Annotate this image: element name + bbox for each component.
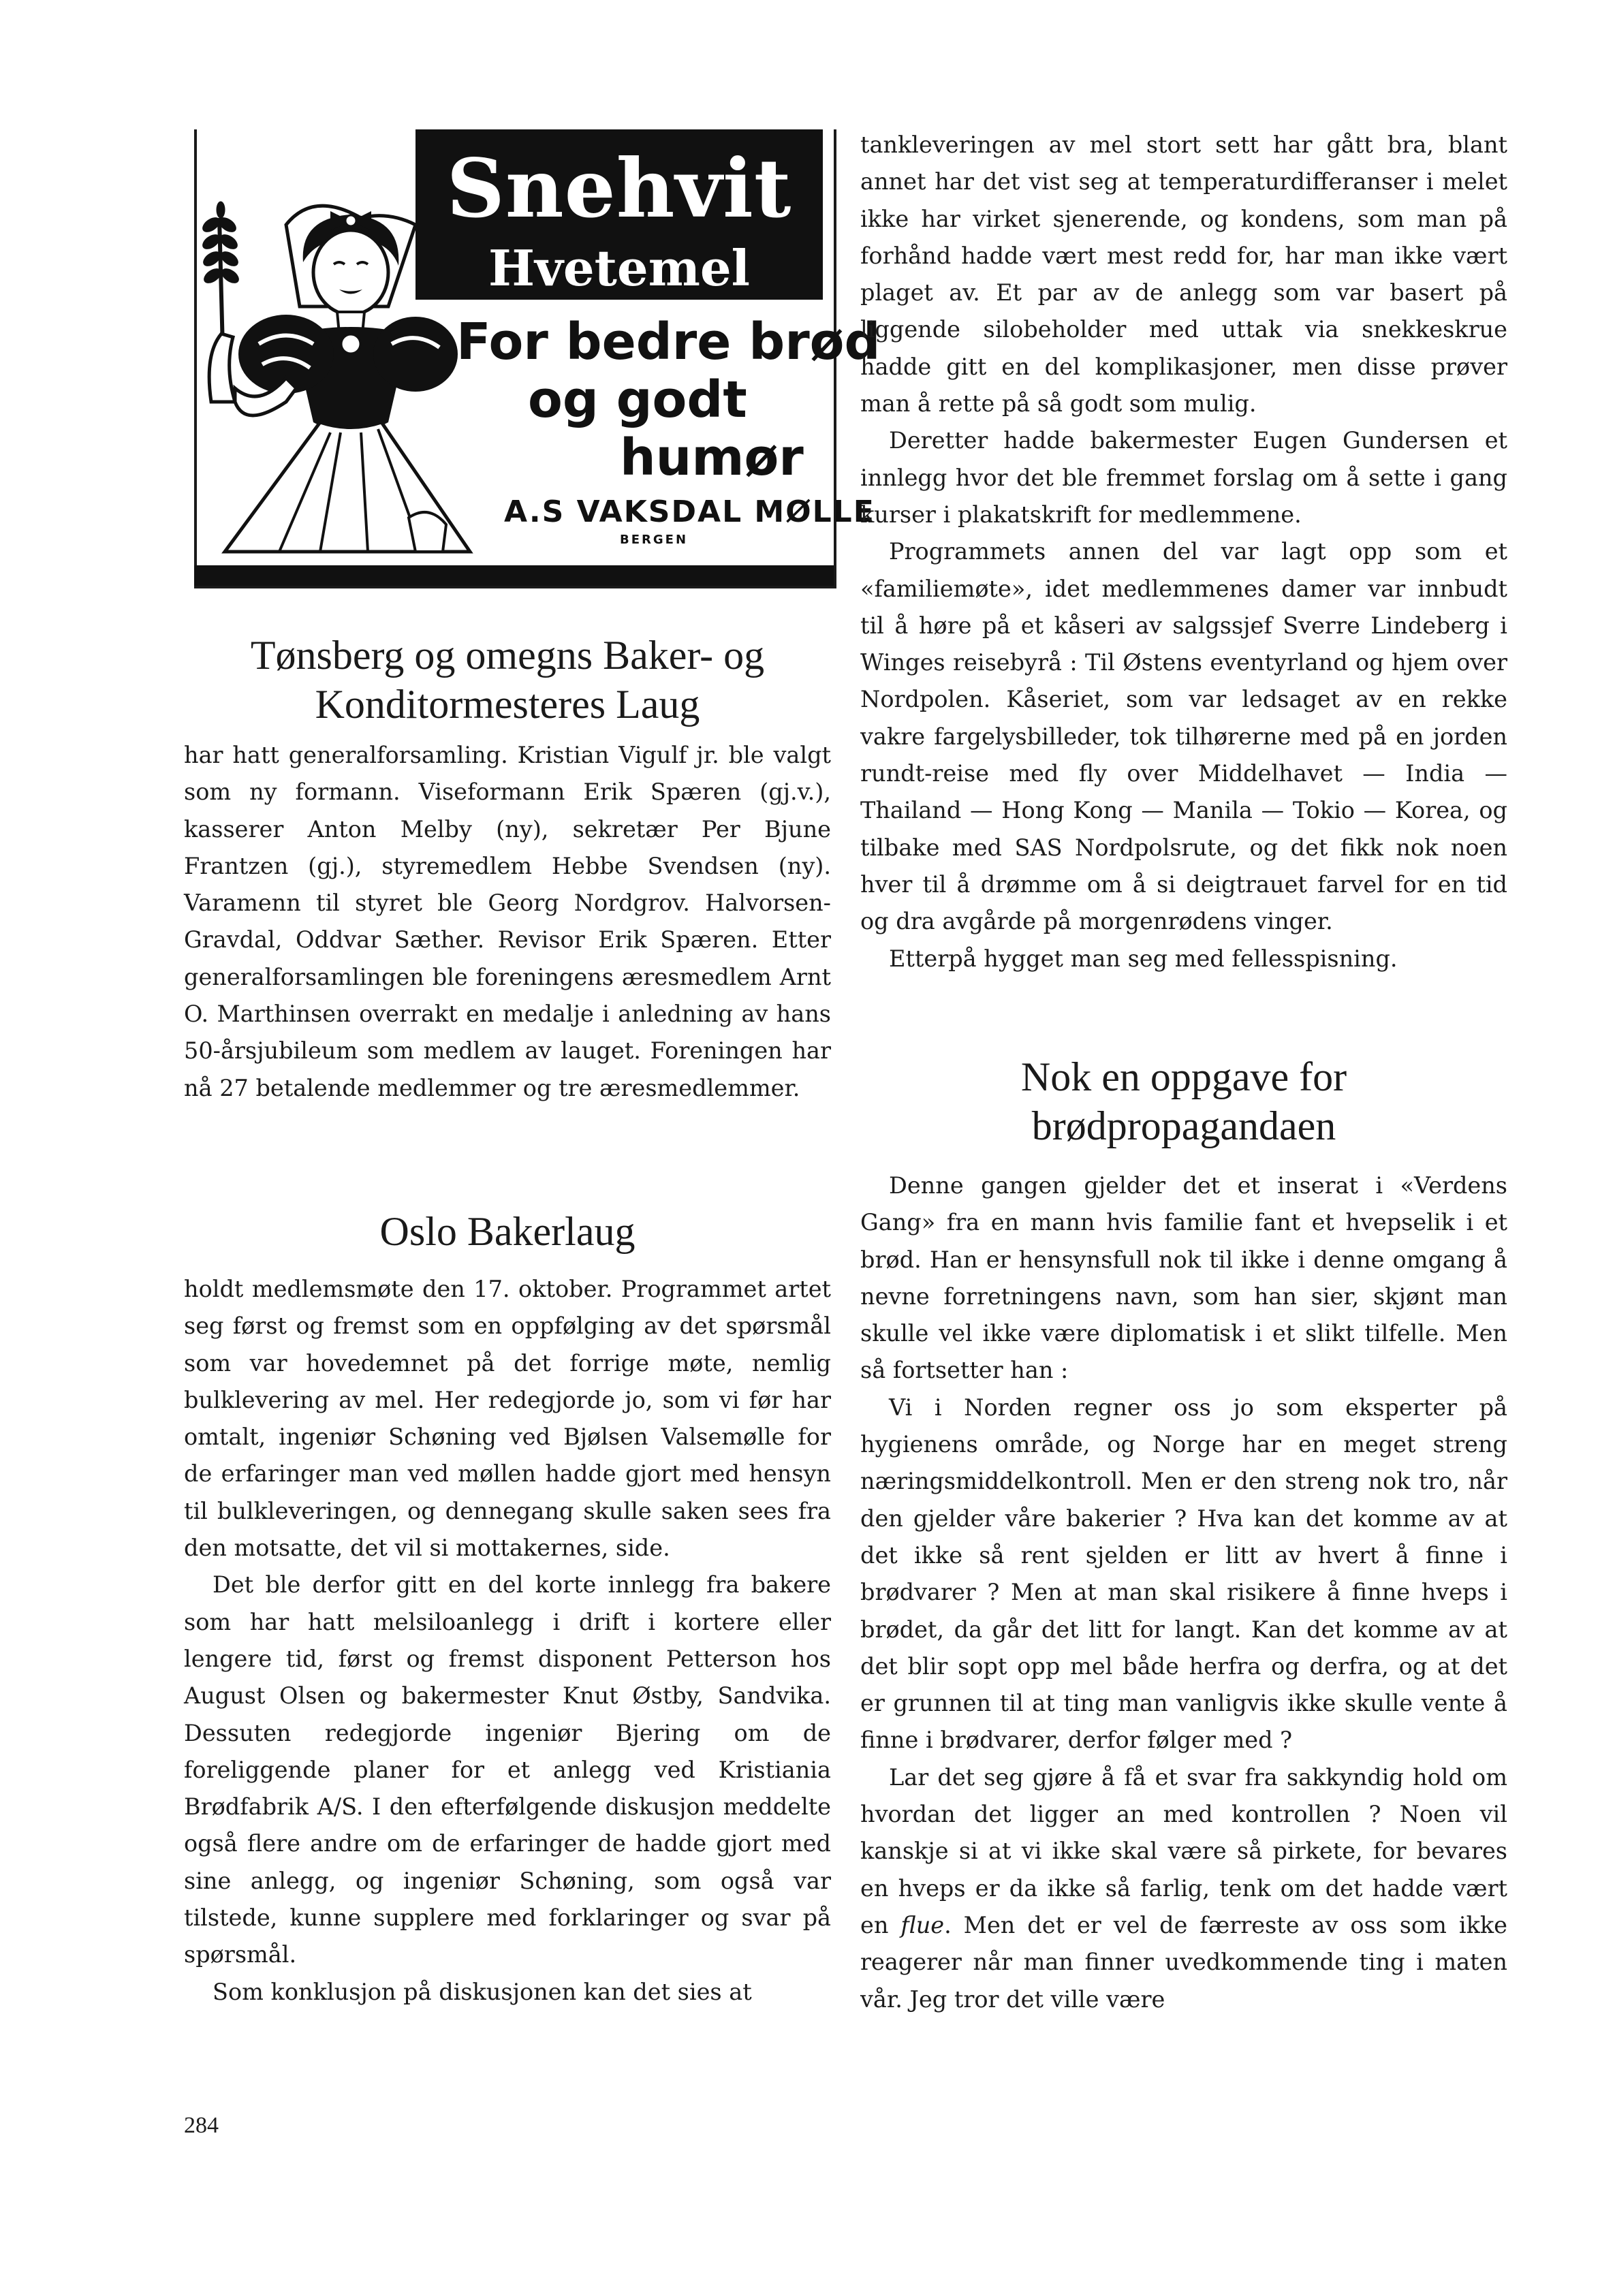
paragraph: tankleveringen av mel stort sett har gått bra, blant annet har det vist seg at temperaturdifferanser i melet ikke har virket sjenerende, og kondens, som man på forhånd hadde vært mest redd for, har man ikke vært plaget av. Et par av de anlegg som var basert på liggende silobeholder med uttak via snekkeskrue hadde gitt en del komplikasjoner, men disse prøver man å rette på så godt som mulig. <box>860 131 1507 418</box>
paragraph-text: Vi i Norden regner oss jo som eksperter på hygienens område, og Norge har en meget streng næringsmiddelkontroll. Men er den streng nok tro, når den gjelder våre bakerier ? Hva kan det komme av at det ikke så rent sjelden er litt av hvert å finne i brødvarer ? Men at man skal risikere å finne hveps i brødet, da går det litt for langt. Kan det komme av at det blir sopt opp mel både herfra og derfra, og at det er grunnen til at ting man vanligvis ikke skulle vente å finne i brødvarer, derfor følger med ? <box>860 1394 1507 1754</box>
paragraph: har hatt generalforsamling. Kristian Vigulf jr. ble valgt som ny formann. Viseformann Erik Spæren (gj.v.), kasserer Anton Melby (ny), sekretær Per Bjune Frantzen (gj.), styremedlem Hebbe Svendsen (ny). Varamenn til styret ble Georg Nordgrov. Halvorsen-Gravdal, Oddvar Sæther. Revisor Erik Spæren. Etter generalforsamlingen ble foreningens æresmedlem Arnt O. Marthinsen overrakt en medalje i anledning av hans 50-årsjubileum som medlem av lauget. Foreningen har nå 27 betalende medlemmer og tre æresmedlemmer. <box>184 742 831 1101</box>
advertisement <box>184 129 881 593</box>
paragraph-text: Lar det seg gjøre å få et svar fra sakkyndig hold om hvordan det ligger an med kontrollen ? Noen vil kanskje si at vi ikke skal være så pirkete, for bevares en hveps er da ikke så farlig, tenk om det hadde vært en <box>860 1763 1507 1938</box>
paragraph-text: Deretter hadde bakermester Eugen Gundersen et innlegg hvor det ble fremmet forslag om å sette i gang kurser i plakatskrift for medlemmene. <box>860 427 1507 528</box>
heading-line: Tønsberg og omegns Baker- og <box>250 633 765 678</box>
ad-product-name: Hvetemel <box>488 239 751 297</box>
ad-slogan-line1: For bedre brød <box>456 313 881 371</box>
ad-slogan-line2: og godt <box>528 371 747 429</box>
paragraph <box>860 1759 1507 2018</box>
paragraph-text: Programmets annen del var lagt opp som et «familiemøte», idet medlemmenes damer var innbudt til å høre på et kåseri av salgssjef Sverre Lindeberg i Winges reisebyrå : Til Østens eventyrland og hjem over Nordpolen. Kåseriet, som var ledsaget av en rekke vakre fargelysbilleder, tok tilhørerne med på en jorden rundt-reise med fly over Middelhavet — India — Thailand — Hong Kong — Manila — Tokio — Korea, og tilbake med SAS Nordpolsrute, og det fikk nok noen hver til å drømme om å si deigtrauet farvel for en tid og dra avgårde på morgenrødens vinger. <box>860 538 1507 935</box>
paragraph <box>860 533 1507 940</box>
paragraph <box>860 941 1507 977</box>
paragraph: holdt medlemsmøte den 17. oktober. Programmet artet seg først og fremst som en oppfølging av det spørsmål som var hovedemnet på det forrige møte, nemlig bulklevering av mel. Her redegjorde jo, som vi før har omtalt, ingeniør Schøning ved Bjølsen Valsemølle for de erfaringer man ved møllen hadde gjort med hensyn til bulkleveringen, og dennegang skulle saken sees fra den motsatte, det vil si mottakernes, side. <box>184 1276 831 1562</box>
section-heading-oslo: Oslo Bakerlaug <box>379 1209 636 1254</box>
heading-line: brødpropagandaen <box>1031 1103 1336 1148</box>
paragraph <box>184 1974 831 2011</box>
heading-line: Nok en oppgave for <box>1020 1054 1347 1099</box>
ad-brand-name: Snehvit <box>446 141 792 236</box>
paragraph-text: Det ble derfor gitt en del korte innlegg fra bakere som har hatt melsiloanlegg i drift i kortere eller lengere tid, først og fremst disponent Petterson hos August Olsen og bakermester Knut Østby, Sandvika. Dessuten redegjorde ingeniør Bjering om de foreliggende planer for et anlegg ved Kristiania Brødfabrik A/S. I den efterfølgende diskusjon meddelte også flere andre om de erfaringer de hadde gjort med sine anlegg, og ingeniør Schøning, som også var tilstede, kunne supplere med forklaringer og svar på spørsmål. <box>184 1571 831 1968</box>
paragraph <box>860 1389 1507 1759</box>
section-heading-tonsberg <box>184 631 831 729</box>
ad-city: BERGEN <box>620 533 689 547</box>
paragraph <box>184 1567 831 1973</box>
ad-slogan-line3: humør <box>620 428 804 487</box>
paragraph-text: Etterpå hygget man seg med fellesspisning. <box>889 945 1398 972</box>
paragraph <box>860 422 1507 533</box>
section-heading-brodpropaganda <box>860 1052 1507 1150</box>
ad-company: A.S VAKSDAL MØLLE <box>504 494 875 529</box>
paragraph-text: Denne gangen gjelder det et inserat i «Verdens Gang» fra en mann hvis familie fant et hvepselik i et brød. Han er hensynsfull nok til ikke i denne omgang å nevne forretningens navn, som han sier, skjønt man skulle vel ikke være diplomatisk i et slikt tilfelle. Men så fortsetter han : <box>860 1172 1507 1384</box>
heading-line: Konditormesteres Laug <box>315 682 700 727</box>
paragraph <box>860 1167 1507 1389</box>
emphasis: flue <box>900 1911 945 1938</box>
paragraph-text: . Men det er vel de færreste av oss som ikke reagerer når man finner uvedkommende ting i maten vår. Jeg tror det ville være <box>860 1911 1507 2013</box>
ad-bottom-bar <box>194 565 834 586</box>
page-number: 284 <box>184 2113 219 2138</box>
paragraph-text: Som konklusjon på diskusjonen kan det sies at <box>213 1978 752 2005</box>
